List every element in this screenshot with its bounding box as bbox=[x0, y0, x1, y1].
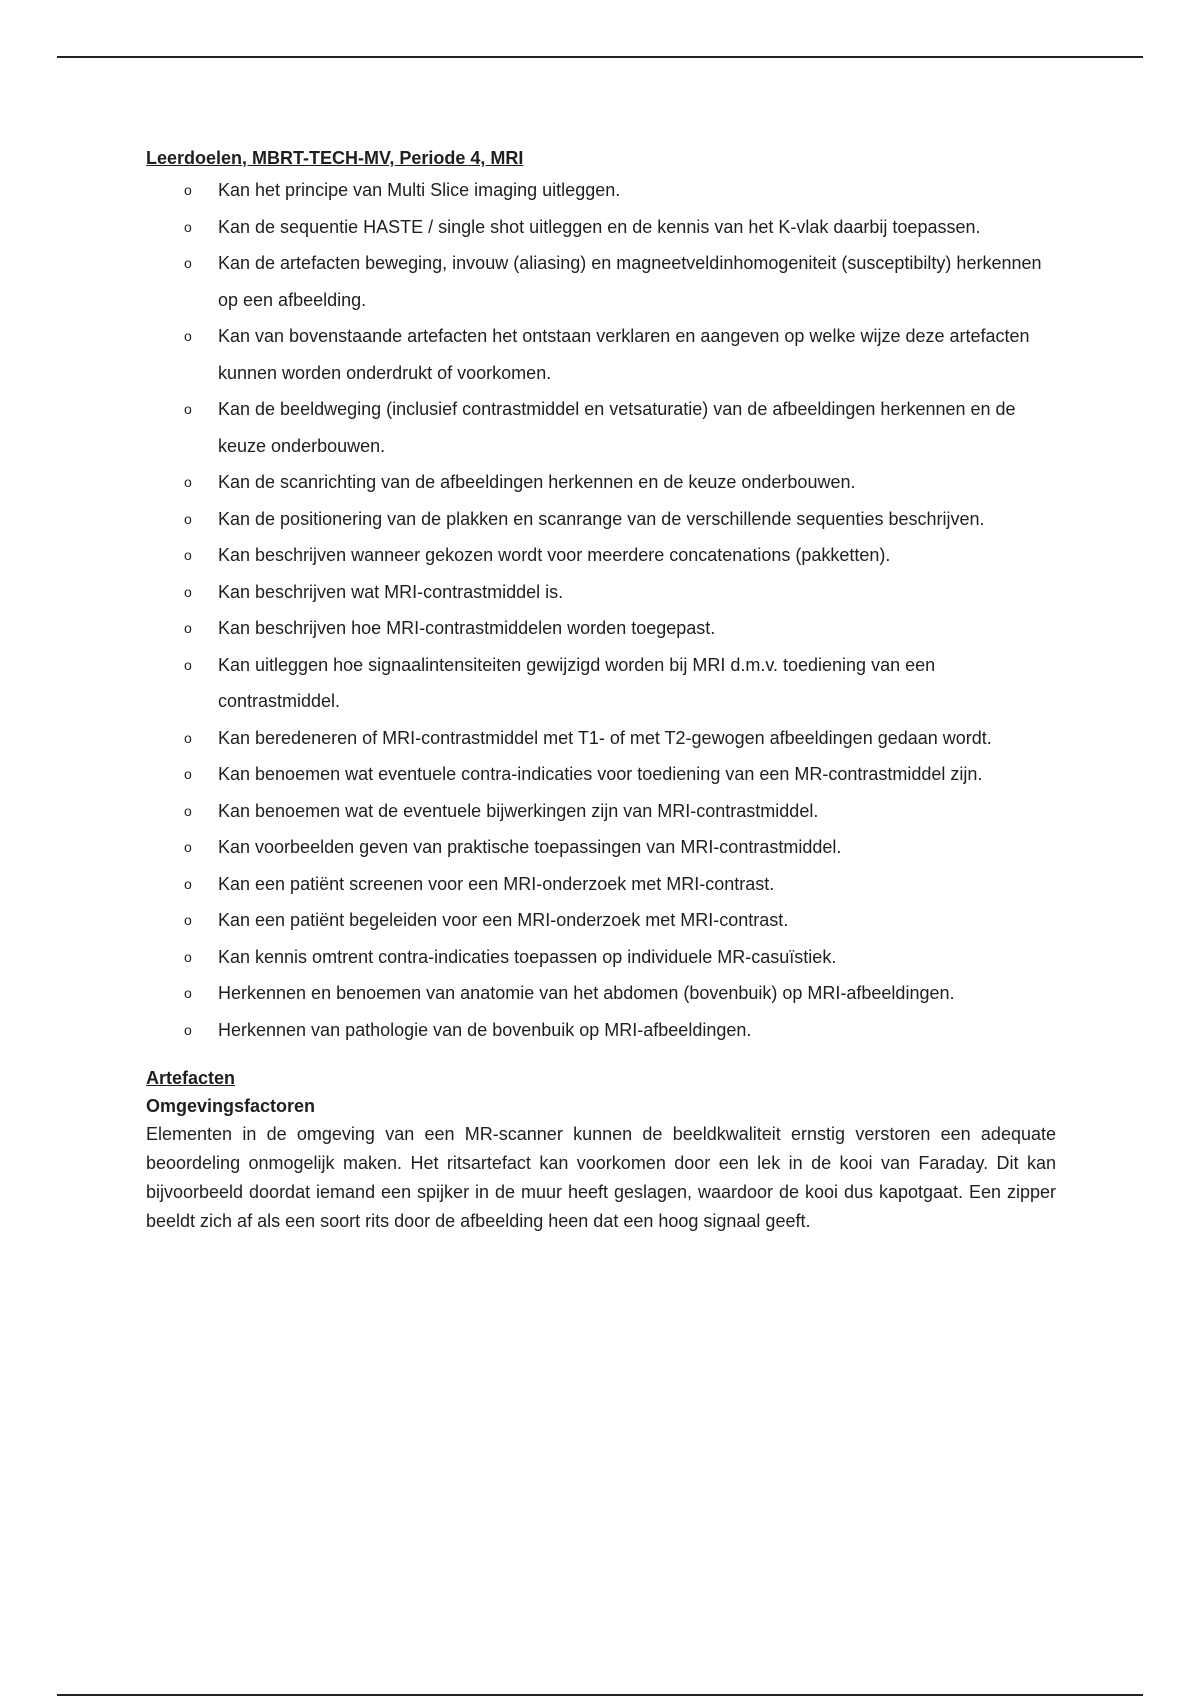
list-item-text: Kan de sequentie HASTE / single shot uitleggen en de kennis van het K-vlak daarbij toepassen. bbox=[218, 216, 981, 237]
circle-bullet-icon: o bbox=[184, 328, 192, 344]
circle-bullet-icon: o bbox=[184, 182, 192, 198]
document-body bbox=[146, 144, 1056, 1236]
page-title: Leerdoelen, MBRT-TECH-MV, Periode 4, MRI bbox=[146, 148, 524, 168]
list-item bbox=[146, 939, 1056, 976]
circle-bullet-icon: o bbox=[184, 766, 192, 782]
list-item-text: Kan benoemen wat de eventuele bijwerkingen zijn van MRI-contrastmiddel. bbox=[218, 800, 819, 821]
list-item bbox=[146, 391, 1056, 464]
list-item-text: Kan de positionering van de plakken en scanrange van de verschillende sequenties beschrijven. bbox=[218, 508, 985, 529]
list-item-text: Kan uitleggen hoe signaalintensiteiten gewijzigd worden bij MRI d.m.v. toediening van een contrastmiddel. bbox=[218, 654, 936, 711]
list-item bbox=[146, 245, 1056, 318]
list-item bbox=[146, 756, 1056, 793]
list-item-text: Kan kennis omtrent contra-indicaties toepassen op individuele MR-casuïstiek. bbox=[218, 946, 837, 967]
section-heading: Artefacten bbox=[146, 1068, 236, 1088]
list-item bbox=[146, 975, 1056, 1012]
list-item bbox=[146, 866, 1056, 903]
body-paragraph: Elementen in de omgeving van een MR-scanner kunnen de beeldkwaliteit ernstig verstoren een adequate beoordeling onmogelijk maken. Het ritsartefact kan voorkomen door een lek in de kooi van Faraday. Dit kan bijvoorbeeld doordat iemand een spijker in de muur heeft geslagen, waardoor de kooi dus kapotgaat. Een zipper beeldt zich af als een soort rits door de afbeelding heen dat een hoog signaal geeft. bbox=[146, 1124, 1056, 1231]
list-item bbox=[146, 902, 1056, 939]
list-item bbox=[146, 610, 1056, 647]
circle-bullet-icon: o bbox=[184, 583, 192, 600]
list-item-text: Kan beschrijven wanneer gekozen wordt voor meerdere concatenations (pakketten). bbox=[218, 545, 891, 565]
circle-bullet-icon: o bbox=[184, 474, 192, 490]
list-item-text: Kan beredeneren of MRI-contrastmiddel met T1- of met T2-gewogen afbeeldingen gedaan wordt. bbox=[218, 727, 992, 748]
list-item-text: Kan de scanrichting van de afbeeldingen herkennen en de keuze onderbouwen. bbox=[218, 472, 856, 492]
list-item bbox=[146, 464, 1056, 501]
list-item bbox=[146, 537, 1056, 574]
list-item bbox=[146, 793, 1056, 830]
circle-bullet-icon: o bbox=[184, 729, 192, 746]
list-item bbox=[146, 574, 1056, 611]
list-item bbox=[146, 647, 1056, 720]
artefacten-section bbox=[146, 1064, 1056, 1236]
list-item bbox=[146, 172, 1056, 209]
list-item-text: Kan de beeldweging (inclusief contrastmiddel en vetsaturatie) van de afbeeldingen herkennen en de keuze onderbouwen. bbox=[218, 399, 1016, 456]
circle-bullet-icon: o bbox=[184, 839, 192, 855]
circle-bullet-icon: o bbox=[184, 875, 192, 892]
circle-bullet-icon: o bbox=[184, 1021, 192, 1038]
list-item bbox=[146, 501, 1056, 538]
circle-bullet-icon: o bbox=[184, 620, 192, 636]
list-item-text: Kan beschrijven hoe MRI-contrastmiddelen worden toegepast. bbox=[218, 618, 716, 638]
list-item-text: Kan voorbeelden geven van praktische toepassingen van MRI-contrastmiddel. bbox=[218, 837, 842, 857]
circle-bullet-icon: o bbox=[184, 218, 192, 235]
list-item-text: Kan het principe van Multi Slice imaging uitleggen. bbox=[218, 180, 621, 200]
learning-goals-list bbox=[146, 172, 1056, 1048]
section-subheading: Omgevingsfactoren bbox=[146, 1096, 316, 1116]
circle-bullet-icon: o bbox=[184, 802, 192, 819]
list-item-text: Herkennen en benoemen van anatomie van het abdomen (bovenbuik) op MRI-afbeeldingen. bbox=[218, 983, 955, 1003]
list-item-text: Kan beschrijven wat MRI-contrastmiddel is. bbox=[218, 581, 564, 602]
circle-bullet-icon: o bbox=[184, 401, 192, 417]
list-item-text: Herkennen van pathologie van de bovenbuik op MRI-afbeeldingen. bbox=[218, 1019, 752, 1040]
header-rule bbox=[57, 56, 1143, 58]
list-item bbox=[146, 1012, 1056, 1049]
circle-bullet-icon: o bbox=[184, 255, 192, 271]
list-item-text: Kan een patiënt screenen voor een MRI-onderzoek met MRI-contrast. bbox=[218, 873, 775, 894]
list-item-text: Kan van bovenstaande artefacten het ontstaan verklaren en aangeven op welke wijze deze artefacten kunnen worden onderdrukt of voorkomen. bbox=[218, 326, 1030, 383]
list-item-text: Kan de artefacten beweging, invouw (aliasing) en magneetveldinhomogeniteit (susceptibilty) herkennen op een afbeelding. bbox=[218, 253, 1042, 310]
circle-bullet-icon: o bbox=[184, 510, 192, 527]
list-item bbox=[146, 720, 1056, 757]
circle-bullet-icon: o bbox=[184, 912, 192, 928]
list-item-text: Kan een patiënt begeleiden voor een MRI-onderzoek met MRI-contrast. bbox=[218, 910, 789, 930]
circle-bullet-icon: o bbox=[184, 985, 192, 1001]
circle-bullet-icon: o bbox=[184, 948, 192, 965]
list-item bbox=[146, 318, 1056, 391]
circle-bullet-icon: o bbox=[184, 547, 192, 563]
list-item bbox=[146, 209, 1056, 246]
list-item bbox=[146, 829, 1056, 866]
list-item-text: Kan benoemen wat eventuele contra-indicaties voor toediening van een MR-contrastmiddel zijn. bbox=[218, 764, 983, 784]
footer-rule bbox=[57, 1694, 1143, 1696]
circle-bullet-icon: o bbox=[184, 656, 192, 673]
